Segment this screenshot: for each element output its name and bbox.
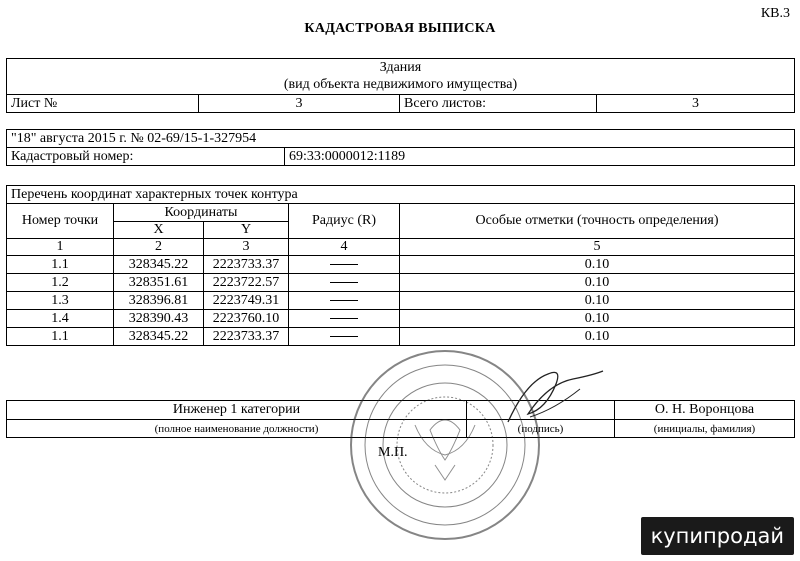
x-coordinate-cell: 328345.22 [114, 256, 204, 274]
x-coordinate-cell: 328345.22 [114, 328, 204, 346]
x-coordinate-cell: 328396.81 [114, 292, 204, 310]
empty-dash [330, 300, 358, 301]
table-row [7, 310, 795, 328]
x-coordinate-cell: 328351.61 [114, 274, 204, 292]
cadastral-number-label: Кадастровый номер: [7, 148, 285, 166]
header-notes: Особые отметки (точность определения) [400, 204, 795, 239]
point-number-cell: 1.4 [7, 310, 114, 328]
empty-dash [330, 264, 358, 265]
reference-table [6, 129, 795, 166]
y-coordinate-cell: 2223722.57 [204, 274, 289, 292]
point-number-cell: 1.1 [7, 256, 114, 274]
signer-position: Инженер 1 категории [7, 401, 467, 420]
accuracy-cell: 0.10 [400, 292, 795, 310]
radius-cell [289, 256, 400, 274]
accuracy-cell: 0.10 [400, 328, 795, 346]
empty-dash [330, 282, 358, 283]
column-number: 2 [114, 239, 204, 256]
x-coordinate-cell: 328390.43 [114, 310, 204, 328]
column-number: 4 [289, 239, 400, 256]
accuracy-cell: 0.10 [400, 274, 795, 292]
point-number-cell: 1.2 [7, 274, 114, 292]
empty-dash [330, 318, 358, 319]
coordinates-table [6, 185, 795, 346]
header-coordinates: Координаты [114, 204, 289, 222]
header-x: X [114, 222, 204, 239]
empty-dash [330, 336, 358, 337]
radius-cell [289, 274, 400, 292]
y-coordinate-cell: 2223733.37 [204, 256, 289, 274]
column-number: 3 [204, 239, 289, 256]
seal-place-mark: М.П. [378, 445, 408, 460]
total-sheets-value: 3 [597, 95, 795, 113]
radius-cell [289, 292, 400, 310]
table-row [7, 328, 795, 346]
sheet-label: Лист № [7, 95, 199, 113]
accuracy-cell: 0.10 [400, 256, 795, 274]
cadastral-number-value: 69:33:0000012:1189 [285, 148, 795, 166]
y-coordinate-cell: 2223749.31 [204, 292, 289, 310]
y-coordinate-cell: 2223733.37 [204, 328, 289, 346]
sheet-number: 3 [199, 95, 400, 113]
coordinates-section-title: Перечень координат характерных точек контура [7, 186, 795, 204]
accuracy-cell: 0.10 [400, 310, 795, 328]
signer-name: О. Н. Воронцова [615, 401, 795, 420]
table-row [7, 292, 795, 310]
radius-cell [289, 328, 400, 346]
site-watermark: купипродай [641, 517, 794, 555]
object-kind-caption: (вид объекта недвижимого имущества) [7, 77, 795, 95]
radius-cell [289, 310, 400, 328]
column-number: 1 [7, 239, 114, 256]
handwritten-signature [500, 362, 610, 432]
header-y: Y [204, 222, 289, 239]
header-radius: Радиус (R) [289, 204, 400, 239]
column-number: 5 [400, 239, 795, 256]
name-caption: (инициалы, фамилия) [615, 420, 795, 438]
table-row [7, 274, 795, 292]
position-caption: (полное наименование должности) [7, 420, 467, 438]
y-coordinate-cell: 2223760.10 [204, 310, 289, 328]
object-kind: Здания [7, 59, 795, 77]
signature-caption: (подпись) [467, 420, 615, 438]
point-number-cell: 1.3 [7, 292, 114, 310]
document-title: КАДАСТРОВАЯ ВЫПИСКА [304, 21, 496, 36]
form-code: КВ.3 [760, 6, 790, 21]
table-row [7, 256, 795, 274]
header-point-number: Номер точки [7, 204, 114, 239]
extract-date-number: "18" августа 2015 г. № 02-69/15-1-327954 [7, 130, 795, 148]
object-type-table [6, 58, 795, 113]
total-sheets-label: Всего листов: [400, 95, 597, 113]
point-number-cell: 1.1 [7, 328, 114, 346]
